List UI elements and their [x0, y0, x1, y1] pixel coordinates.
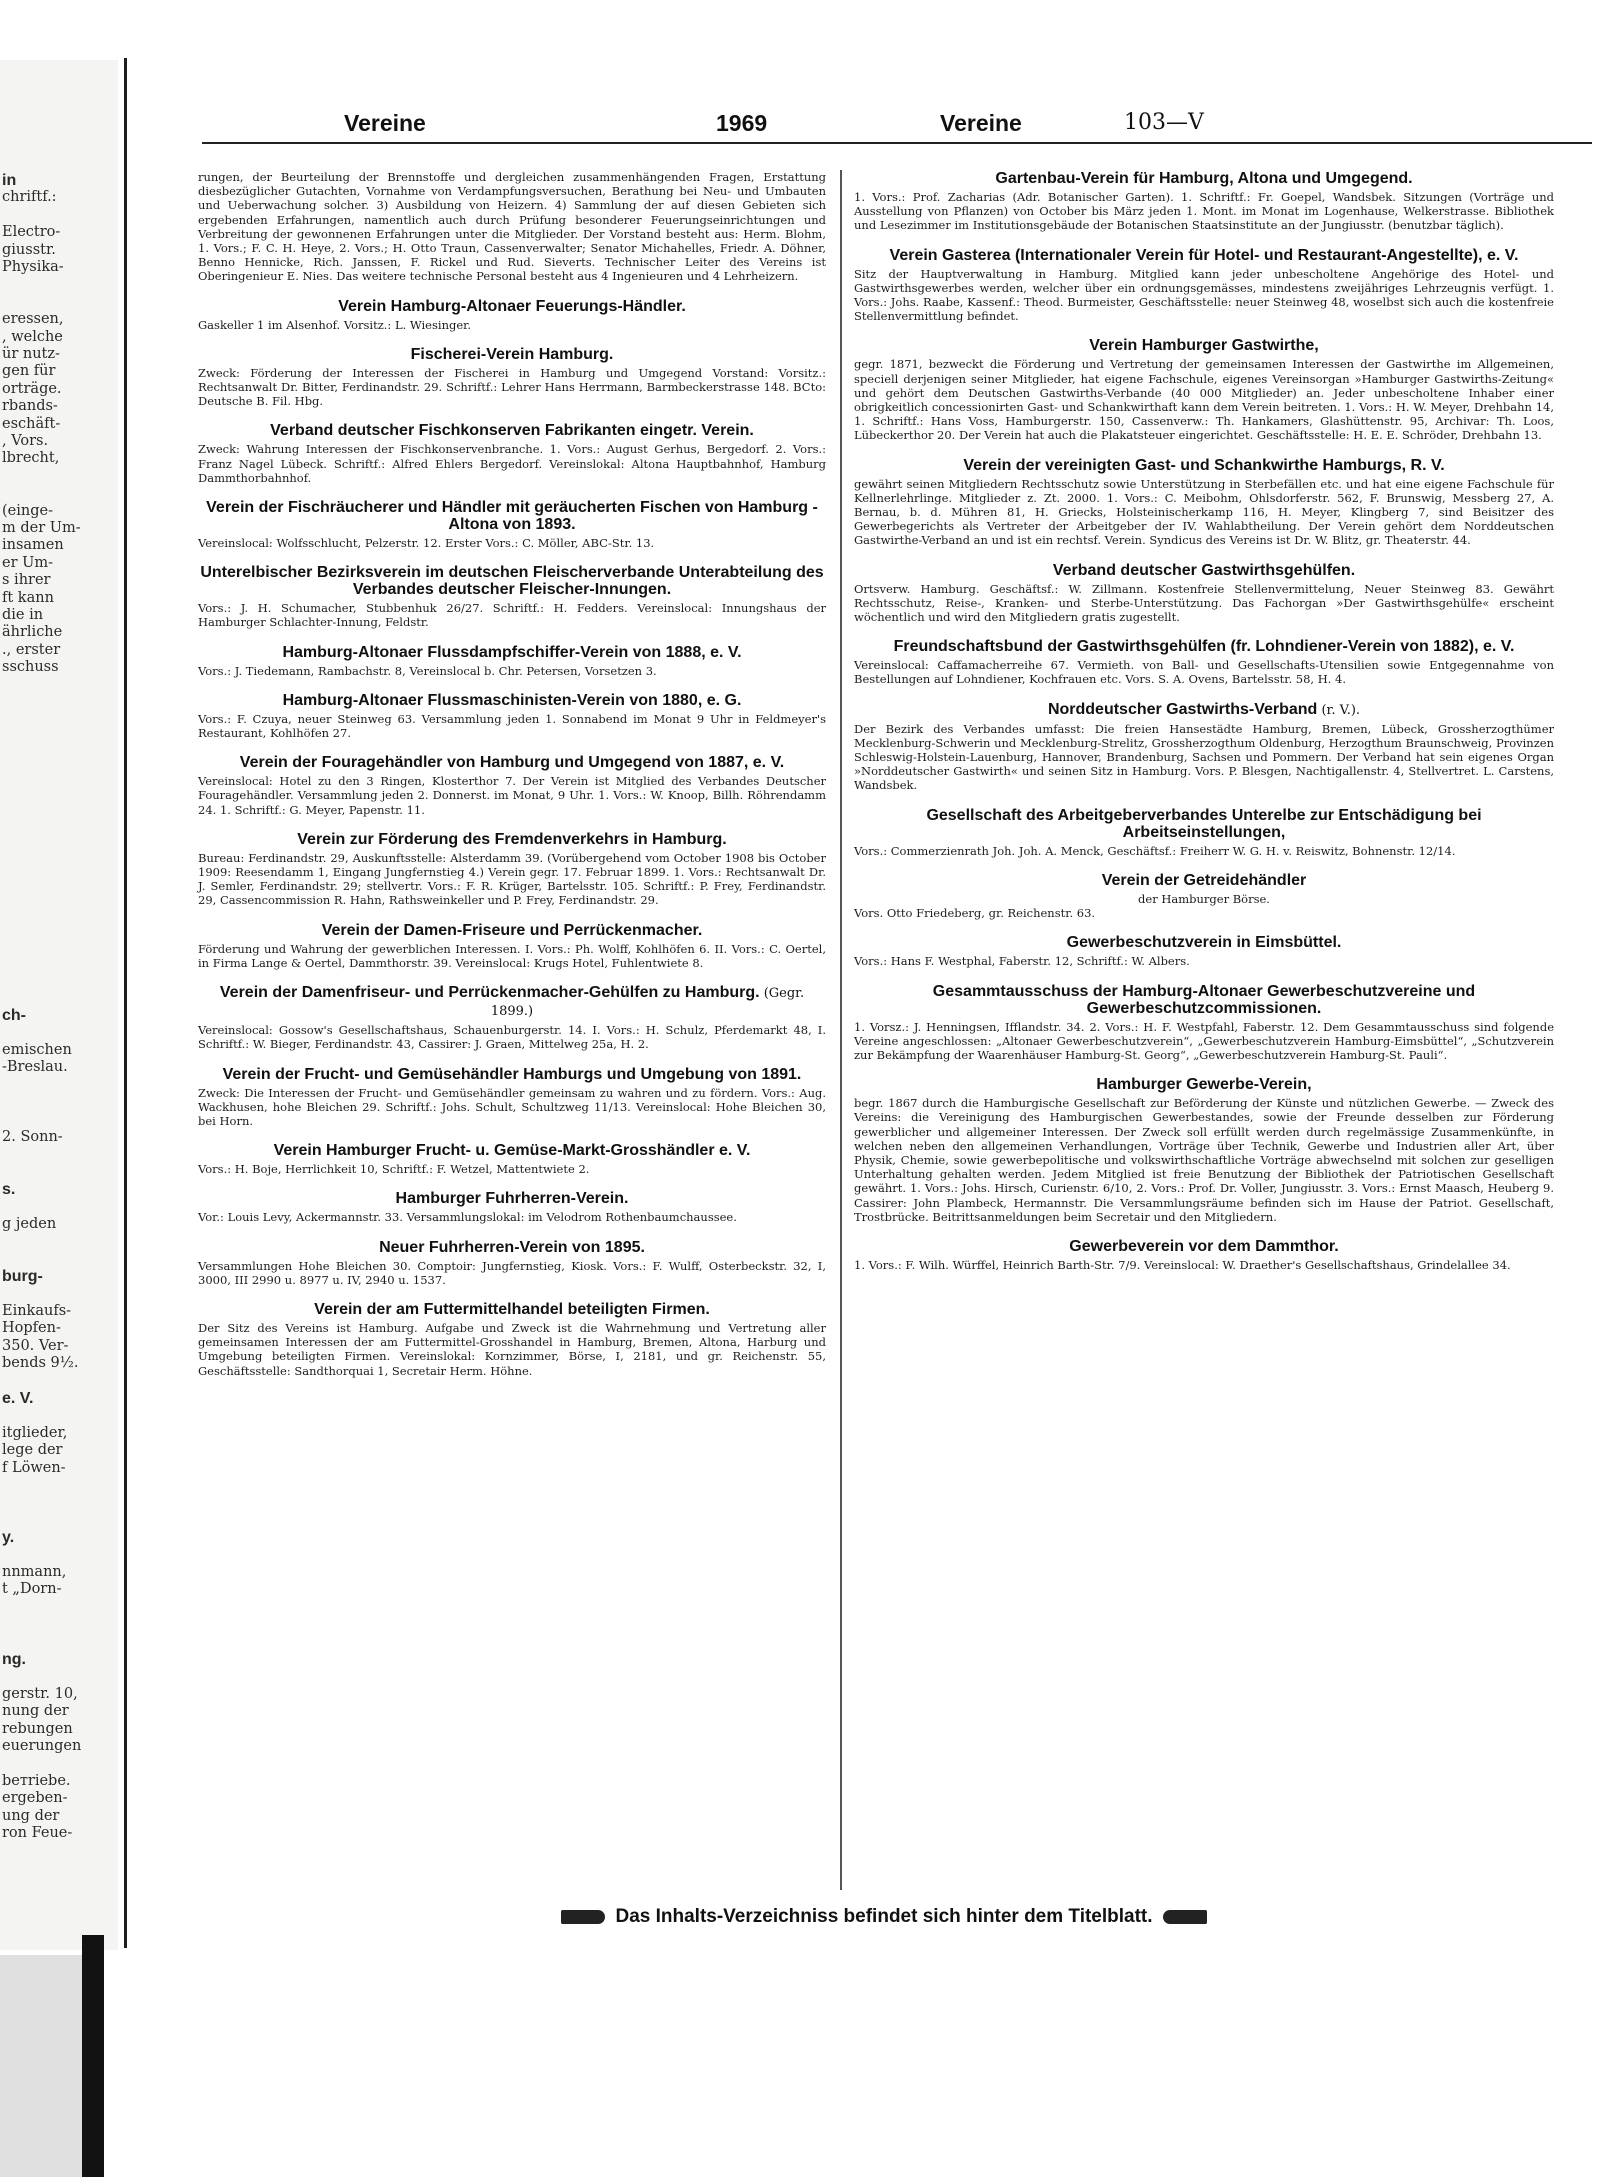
entry-body: Zweck: Wahrung Interessen der Fischkonservenbranche. 1. Vors.: August Gerhus, Bergedorf. 2. Vors.: Franz Nagel Lübeck. Schriftf.: Alfred Ehlers Bergedorf. Vereinslokal: Altona Hauptbahnhof, Hamburg Dammthorbahnhof.: [198, 442, 826, 485]
entry-heading-text: Verband deutscher Fischkonserven Fabrikanten eingetr. Verein.: [270, 422, 754, 440]
pointing-hand-icon: [561, 1910, 605, 1924]
entry-body: rungen, der Beurteilung der Brennstoffe und dergleichen zusammenhängenden Fragen, Erstattung diesbezüglicher Gutachten, Vornahme von Verdampfungsversuchen, Berathung bei Neu- und Umbauten und Ueberwachung solcher. 3) Ausbildung von Heizern. 4) Sammlung der auf diesen Gebieten sich ergebenden Erfahrungen, namentlich auch durch Prüfung besonderer Feuerungseinrichtungen und Verbreitung der gewonnenen Erfahrungen unter die Mitglieder. Der Vorstand besteht aus: Herm. Blohm, 1. Vors.; F. C. H. Heye, 2. Vors.; H. Otto Traun, Cassenverwalter; Senator Michahelles, Friedr. A. Döhner, Benno Hennicke, Rich. Janssen, F. Rickel und Rud. Sieverts. Technischer Leiter des Vereins ist Oberingenieur E. Nies. Das weitere technische Personal besteht aus 4 Ingenieuren und 4 Lehrheizern.: [198, 170, 826, 284]
directory-entry: [198, 346, 826, 409]
adjacent-page-fragment: [0, 60, 118, 1950]
directory-entry: [854, 1238, 1554, 1272]
entry-heading-tail: (r. V.).: [1317, 702, 1361, 718]
directory-entry: [854, 337, 1554, 442]
entry-heading-text: Verein Hamburger Frucht- u. Gemüse-Markt-Grosshändler e. V.: [273, 1142, 751, 1160]
fragment-line: chriftf.:: [2, 189, 57, 206]
fragment-line: die in: [2, 607, 44, 623]
entry-heading: [854, 934, 1554, 951]
entry-heading: [854, 562, 1554, 579]
fragment-line: orträge.: [2, 380, 62, 397]
entry-heading: [198, 1142, 826, 1159]
entry-body: begr. 1867 durch die Hamburgische Gesellschaft zur Beförderung der Künste und nützlichen Gewerbe. — Zweck des Vereins: die Vereinigung des Hamburgischen Gewerbestandes, sowie der Freunde desselben zur Förderung gewerblicher und allgemeiner Interessen. Der Zweck soll erfüllt werden durch regelmässige Zusammenkünfte, in welchen neben den allgemeinen Verhandlungen, Vorträge über Technik, Gewerbe und Industrien aller Art, über Physik, Chemie, sowie gewerbepolitische und volkswirthschaftliche Vorträge abwechselnd mit solchen zur geselligen Unterhaltung gehalten werden. Jedem Mitglied ist freie Benutzung der Bibliothek der Patriotischen Gesellschaft gewährt. 1. Vors.: Johs. Hirsch, Curienstr. 6/10, 2. Vors.: Prof. Dr. Voller, Jungiusstr. 3. Vors.: Ernst Maasch, Heuberg 9. Cassirer: John Plambeck, Hermannstr. Die Versammlungsräume befinden sich im Hause der Patriot. Gesellschaft, Trostbrücke. Beitrittsanmeldungen beim Secretair und den Mitgliedern.: [854, 1096, 1554, 1224]
fragment-line: rebungen: [2, 1720, 73, 1737]
entry-body: Der Bezirk des Verbandes umfasst: Die freien Hansestädte Hamburg, Bremen, Lübeck, Grossherzogthümer Mecklenburg-Schwerin und Mecklenburg-Strelitz, Grossherzogthum Oldenburg, Herzogthum Braunschweig, Provinzen Schleswig-Holstein-Lauenburg, Hannover, Brandenburg, Sachsen und Pommern. Der Verband hat sein eigenes Organ »Norddeutscher Gastwirth« und seinen Sitz in Hamburg. Vors. P. Blesgen, Nachtigallenstr. 4, Stellvertret. L. Carstens, Wandsbek.: [854, 721, 1554, 793]
entry-heading-text: Verein Hamburg-Altonaer Feuerungs-Händler.: [338, 297, 686, 315]
entry-body: Zweck: Förderung der Interessen der Fischerei in Hamburg und Umgegend Vorstand: Vorsitz.: Rechtsanwalt Dr. Bitter, Ferdinandstr. 29. Schriftf.: Lehrer Hans Herrmann, Barmbeckerstrasse 148. BCto: Deutsche B. Fil. Hbg.: [198, 365, 826, 409]
fragment-line: f Löwen-: [2, 1459, 66, 1476]
entry-heading: [854, 1238, 1554, 1255]
entry-body: Zweck: Die Interessen der Frucht- und Gemüsehändler gemeinsam zu wahren und zu fördern. Vors.: Aug. Wackhusen, hohe Bleichen 29. Schriftf.: Johs. Schult, Schultzweg 11/13. Vereinslocal: Hohe Bleichen 30, bei Horn.: [198, 1085, 826, 1128]
fragment-line: ür nutz-: [2, 346, 60, 362]
fragment-line: y.: [2, 1529, 15, 1547]
directory-entry: [198, 170, 826, 284]
right-column: [854, 170, 1554, 1281]
fragment-line: 350. Ver-: [2, 1337, 69, 1354]
entry-heading-tail: (Gegr. 1899.): [490, 986, 805, 1020]
entry-body: Vors.: Commerzienrath Joh. Joh. A. Menck, Geschäftsf.: Freiherr W. G. H. v. Reiswitz, Bohnenstr. 12/14.: [854, 843, 1456, 858]
fragment-line: Hopfen-: [2, 1320, 61, 1337]
entry-heading: [854, 701, 1554, 719]
entry-heading-text: Gartenbau-Verein für Hamburg, Altona und Umgegend.: [995, 170, 1413, 187]
fragment-line: er Um-: [2, 554, 53, 571]
entry-heading: [198, 984, 826, 1020]
fragment-line: ung der: [2, 1807, 60, 1824]
entry-heading-text: Verein der Getreidehändler: [1101, 871, 1307, 889]
fragment-line: in: [2, 172, 17, 189]
fragment-line: burg-: [2, 1268, 43, 1286]
entry-heading: [198, 922, 826, 939]
fragment-line: itglieder,: [2, 1424, 68, 1441]
directory-entry: [854, 457, 1554, 548]
binding-mark: [82, 1935, 104, 2177]
entry-heading: [198, 564, 826, 598]
entry-body: gegr. 1871, bezweckt die Förderung und Vertretung der gemeinsamen Interessen der Gastwirthe im Allgemeinen, speciell derjenigen seiner Mitglieder, hat eigene Fachschule, eigenes Vereinsorgan »Hamburger Gastwirths-Zeitung« und gehört dem Deutschen Gastwirths-Verbande (40 000 Mitglieder) an. Jeder unbescholtene Inhaber einer obrigkeitlich concessionirten Gast- und Schankwirthaft kann dem Verein beitreten. 1. Vors.: H. W. Meyer, Drehbahn 14, 1. Schriftf.: Hans Voss, Hamburgerstr. 150, Cassenverw.: Th. Hankamers, Glashüttenstr. 95, Archivar: Th. Loos, Lübeckerthor 20. Der Verein hat auch die Plakatsteuer eingerichtet. Geschäftsstelle: H. E. E. Schröder, Drehbahn 13.: [854, 357, 1554, 443]
fragment-line: emischen: [2, 1042, 72, 1058]
entry-heading: [198, 499, 826, 533]
fragment-line: lege der: [2, 1442, 63, 1459]
fragment-line: Electro-: [2, 224, 61, 241]
entry-heading: [854, 638, 1554, 655]
entry-body: 1. Vors.: F. Wilh. Würffel, Heinrich Barth-Str. 7/9. Vereinslocal: W. Draether's Gesellschaftshaus, Grindelallee 34.: [854, 1257, 1511, 1272]
entry-heading: [854, 983, 1554, 1017]
directory-entry: [198, 1301, 826, 1378]
fragment-line: insamen: [2, 537, 64, 554]
entry-heading: [854, 337, 1554, 354]
entry-heading-text: Verein der Damen-Friseure und Perrückenmacher.: [321, 921, 703, 939]
section-marker: 103—V: [1124, 110, 1204, 135]
entry-heading-text: Gewerbeschutzverein in Eimsbüttel.: [1066, 934, 1342, 952]
fragment-line: ährliche: [2, 624, 63, 641]
entry-heading: [198, 754, 826, 771]
entry-subheading: der Hamburger Börse.: [1138, 891, 1270, 906]
fragment-line: e. V.: [2, 1390, 34, 1407]
entry-heading-text: Freundschaftsbund der Gastwirthsgehülfen (fr. Lohndiener-Verein von 1882), e. V.: [893, 638, 1515, 656]
entry-body: Vors.: Hans F. Westphal, Faberstr. 12, Schriftf.: W. Albers.: [854, 954, 1190, 969]
entry-heading-text: Fischerei-Verein Hamburg.: [410, 345, 614, 363]
directory-entry: [198, 422, 826, 485]
entry-body: Vors.: J. H. Schumacher, Stubbenhuk 26/27. Schriftf.: H. Fedders. Vereinslocal: Innungshaus der Hamburger Schlachter-Innung, Feldstr.: [198, 601, 826, 630]
fragment-line: 2. Sonn-: [2, 1129, 63, 1145]
entry-heading-text: Verein Gasterea (Internationaler Verein für Hotel- und Restaurant-Angestellte), e. V.: [889, 246, 1519, 264]
directory-entry: [198, 564, 826, 629]
directory-entry: [854, 562, 1554, 625]
fragment-line: Physika-: [2, 259, 64, 275]
entry-heading-text: Hamburg-Altonaer Flussmaschinisten-Verein von 1880, e. G.: [282, 691, 742, 709]
entry-body: Bureau: Ferdinandstr. 29, Auskunftsstelle: Alsterdamm 39. (Vorübergehend vom October 1908 bis October 1909: Reesendamm 1, Eingang Jungfernstieg 4.) Verein gegr. 17. Februar 1899. 1. Vors.: Rechtsanwalt Dr. J. Semler, Ferdinandstr. 29; stellvertr. Vors.: F. R. Krüger, Bartelsstr. 105. Schriftf.: P. Frey, Ferdinandstr. 29, Cassencommission R. Hahn, Rathsweinkeller und P. Frey, Ferdinandstr. 29.: [198, 850, 826, 908]
page-number: 1969: [716, 110, 768, 136]
entry-body: Der Sitz des Vereins ist Hamburg. Aufgabe und Zweck ist die Wahrnehmung und Vertretung aller gemeinsamen Interessen der am Futtermittel-Grosshandel in Hamburg, Bremen, Altona, Harburg und Umgebung beteiligten Firmen. Vereinslokal: Kornzimmer, Börse, I, 2181, und gr. Reichenstr. 55, Geschäftsstelle: Sandthorquai 1, Secretair Herm. Höhne.: [198, 1320, 826, 1378]
fragment-line: eressen,: [2, 311, 64, 328]
entry-body: Ortsverw. Hamburg. Geschäftsf.: W. Zillmann. Kostenfreie Stellenvermittelung, Neuer Steinweg 83. Gewährt Rechtsschutz, Reise-, Kranken- und Sterbe-Unterstützung. Das Fachorgan »Der Gastwirthsgehülfe« erscheint wöchentlich und wird den Mitgliedern gratis zugestellt.: [854, 581, 1554, 625]
directory-entry: [854, 638, 1554, 686]
entry-heading: [198, 422, 826, 439]
entry-heading-text: Verein der Fischräucherer und Händler mit geräucherten Fischen von Hamburg - Altona von 1893.: [206, 499, 818, 534]
entry-heading: [198, 692, 826, 709]
directory-entry: [854, 934, 1554, 968]
directory-entry: [854, 701, 1554, 793]
page-edge-rule: [124, 58, 127, 1948]
pointing-hand-icon: [1163, 1910, 1207, 1924]
fragment-line: ch-: [2, 1007, 26, 1025]
fragment-line: nnmann,: [2, 1564, 67, 1580]
fragment-line: (einge-: [2, 502, 53, 519]
entry-body: Gaskeller 1 im Alsenhof. Vorsitz.: L. Wiesinger.: [198, 317, 472, 332]
directory-entry: [198, 922, 826, 970]
entry-heading: [198, 1239, 826, 1256]
entry-heading: [854, 807, 1554, 841]
fragment-line: t „Dorn-: [2, 1581, 62, 1598]
header-rule: [202, 142, 1592, 144]
entry-body: Vor.: Louis Levy, Ackermannstr. 33. Versammlungslokal: im Velodrom Rothenbaumchaussee.: [198, 1210, 737, 1225]
fragment-line: sschuss: [2, 659, 59, 676]
entry-body: Vors.: F. Czuya, neuer Steinweg 63. Versammlung jeden 1. Sonnabend im Monat 9 Uhr in Feldmeyer's Restaurant, Kohlhöfen 27.: [198, 711, 826, 741]
entry-heading: [198, 1190, 826, 1207]
running-head-right: Vereine: [940, 110, 1022, 136]
directory-entry: [198, 692, 826, 740]
directory-entry: [198, 831, 826, 908]
binding-shadow: [0, 1955, 82, 2177]
entry-body: Förderung und Wahrung der gewerblichen Interessen. I. Vors.: Ph. Wolff, Kohlhöfen 6. II. Vors.: C. Oertel, in Firma Lange & Oertel, Dammthorstr. 39. Vereinslocal: Krugs Hotel, Fuhlentwiete 8.: [198, 941, 826, 970]
entry-heading-text: Verband deutscher Gastwirthsgehülfen.: [1052, 561, 1356, 579]
entry-body: 1. Vors.: Prof. Zacharias (Adr. Botanischer Garten). 1. Schriftf.: Fr. Goepel, Wandsbek. Sitzungen (Vorträge und Ausstellung von Pflanzen) von October bis März jeden 1. Mont. im Monat im Logenhause, Welkerstrasse. Bibliothek und Lesezimmer im Institutionsgebäude der Botanischen Staatsinstitute an der Jungiusstr. (benutzbar täglich).: [854, 190, 1554, 233]
fragment-line: s ihrer: [2, 572, 51, 589]
entry-heading-text: Verein der Damenfriseur- und Perrückenmacher-Gehülfen zu Hamburg.: [219, 984, 760, 1002]
fragment-line: ng.: [2, 1651, 26, 1668]
directory-entry: [198, 754, 826, 817]
entry-heading: [198, 346, 826, 363]
entry-heading: [854, 872, 1554, 889]
footer-note: [384, 1906, 1384, 1928]
entry-heading-text: Verein zur Förderung des Fremdenverkehrs in Hamburg.: [297, 830, 727, 848]
entry-body: Vors.: J. Tiedemann, Rambachstr. 8, Vereinslocal b. Chr. Petersen, Vorsetzen 3.: [198, 663, 657, 678]
directory-entry: [854, 170, 1554, 233]
fragment-line: m der Um-: [2, 520, 81, 536]
entry-heading: [854, 170, 1554, 187]
entry-heading-text: Verein der am Futtermittelhandel beteiligten Firmen.: [314, 1300, 710, 1318]
entry-body: Vereinslocal: Wolfsschlucht, Pelzerstr. 12. Erster Vors.: C. Möller, ABC-Str. 13.: [198, 536, 655, 551]
directory-entry: [198, 1066, 826, 1129]
entry-heading: [198, 298, 826, 315]
entry-body: 1. Vorsz.: J. Henningsen, Ifflandstr. 34. 2. Vors.: H. F. Westpfahl, Faberstr. 12. Dem Gesammtausschuss sind folgende Vereine angeschlossen: „Altonaer Gewerbeschutzverein“, „Gewerbeschutzverein Hamburg-Eimsbüttel“, „Schutzverein zur Bekämpfung der Waarenhäuser Hamburg-St. Georg“, „Gewerbeschutzverein Hamburg-St. Pauli“.: [854, 1019, 1554, 1062]
entry-body: Vors.: H. Boje, Herrlichkeit 10, Schriftf.: F. Wetzel, Mattentwiete 2.: [198, 1162, 590, 1177]
left-column: [198, 170, 826, 1387]
fragment-line: , welche: [2, 328, 63, 345]
fragment-line: , Vors.: [2, 433, 49, 449]
fragment-line: ., erster: [2, 641, 61, 658]
entry-heading: [854, 247, 1554, 264]
entry-heading-text: Verein der Fouragehändler von Hamburg und Umgegend von 1887, e. V.: [239, 754, 785, 772]
entry-body: Vors. Otto Friedeberg, gr. Reichenstr. 63.: [854, 906, 1096, 921]
entry-heading: [198, 831, 826, 848]
directory-entry: [198, 1142, 826, 1176]
entry-heading: [854, 1076, 1554, 1093]
directory-entry: [198, 298, 826, 332]
entry-heading-text: Neuer Fuhrherren-Verein von 1895.: [379, 1238, 645, 1256]
entry-body: Vereinslocal: Gossow's Gesellschaftshaus, Schauenburgerstr. 14. I. Vors.: H. Schulz, Pferdemarkt 48, I. Schriftf.: W. Bieger, Ferdinandstr. 43, Cassirer: J. Graen, Mittelweg 25a, H. 2.: [198, 1023, 826, 1052]
fragment-line: gerstr. 10,: [2, 1685, 78, 1702]
directory-entry: [198, 1190, 826, 1224]
fragment-line: giusstr.: [2, 241, 56, 258]
directory-entry: [198, 1239, 826, 1287]
footer-note-text: Das Inhalts-Verzeichniss befindet sich hinter dem Titelblatt.: [615, 1906, 1153, 1927]
fragment-line: bетriebe.: [2, 1772, 71, 1789]
directory-entry: [854, 872, 1554, 920]
directory-entry: [854, 247, 1554, 324]
fragment-line: Einkaufs-: [2, 1303, 72, 1319]
entry-heading-text: Gesellschaft des Arbeitgeberverbandes Unterelbe zur Entschädigung bei Arbeitseinstellungen,: [926, 806, 1482, 841]
entry-heading-text: Verein der Frucht- und Gemüsehändler Hamburgs und Umgebung von 1891.: [222, 1065, 802, 1083]
entry-heading: [198, 644, 826, 661]
directory-page: [134, 58, 1600, 1938]
fragment-line: euerungen: [2, 1738, 82, 1754]
entry-heading-text: Unterelbischer Bezirksverein im deutschen Fleischerverbande Unterabteilung des Verbandes deutscher Fleischer-Innungen.: [200, 564, 824, 599]
entry-body: Vereinslocal: Caffamacherreihe 67. Vermieth. von Ball- und Gesellschafts-Utensilien sowie Entgegennahme von Bestellungen auf Lohndiener, Kochfrauen etc. Vors. S. A. Ovens, Bartelsstr. 58, H. 4.: [854, 658, 1554, 687]
fragment-line: g jeden: [2, 1216, 57, 1232]
entry-heading: [198, 1301, 826, 1318]
entry-heading-text: Hamburger Gewerbe-Verein,: [1096, 1076, 1312, 1094]
entry-heading-text: Gewerbeverein vor dem Dammthor.: [1069, 1237, 1339, 1255]
column-divider: [840, 170, 842, 1890]
fragment-line: ft kann: [2, 589, 54, 606]
entry-body: Vereinslocal: Hotel zu den 3 Ringen, Klosterthor 7. Der Verein ist Mitglied des Verbandes Deutscher Fouragehändler. Versammlung jeden 2. Donnerst. im Monat, 9 Uhr. 1. Vors.: W. Knoop, Billh. Röhrendamm 24. 1. Schriftf.: G. Meyer, Papenstr. 11.: [198, 774, 826, 817]
fragment-line: lbrecht,: [2, 450, 60, 467]
directory-entry: [198, 644, 826, 678]
entry-heading-text: Norddeutscher Gastwirths-Verband: [1047, 700, 1318, 718]
fragment-line: bends 9½.: [2, 1355, 79, 1372]
fragment-line: s.: [2, 1181, 16, 1199]
entry-body: Versammlungen Hohe Bleichen 30. Comptoir: Jungfernstieg, Kiosk. Vors.: F. Wulff, Osterbeckstr. 32, I, 3000, III 2990 u. 8977 u. IV, 2940 u. 1537.: [198, 1258, 826, 1287]
fragment-line: gen für: [2, 363, 56, 380]
fragment-line: eschäft-: [2, 415, 61, 432]
entry-heading: [854, 457, 1554, 474]
fragment-line: ergeben-: [2, 1790, 68, 1807]
fragment-line: -Breslau.: [2, 1059, 68, 1076]
entry-heading-text: Hamburg-Altonaer Flussdampfschiffer-Verein von 1888, e. V.: [282, 643, 742, 661]
entry-heading-text: Verein der vereinigten Gast- und Schankwirthe Hamburgs, R. V.: [963, 456, 1445, 474]
entry-heading-text: Gesammtausschuss der Hamburg-Altonaer Gewerbeschutzvereine und Gewerbeschutzcommissionen.: [932, 982, 1476, 1017]
directory-entry: [854, 807, 1554, 858]
directory-entry: [198, 984, 826, 1051]
directory-entry: [198, 499, 826, 550]
entry-body: Sitz der Hauptverwaltung in Hamburg. Mitglied kann jeder unbescholtene Angehörige des Hotel- und Gastwirthsgewerbes werden, welcher über ein ordnungsgemässes, mindestens zweijähriges Lehrzeugnis verfügt. 1. Vors.: Johs. Raabe, Kassenf.: Theod. Burmeister, Geschäftsstelle: neuer Steinweg 48, woselbst sich auch die kostenfreie Stellenvermittlung befindet.: [854, 266, 1554, 324]
entry-body: gewährt seinen Mitgliedern Rechtsschutz sowie Unterstützung in Sterbefällen etc. und hat eine eigene Fachschule für Kellnerlehrlinge. Mitglieder z. Zt. 2000. 1. Vors.: C. Meibohm, Ohlsdorferstr. 562, F. Brunswig, Messberg 27, A. Bernau, b. d. Mühren 81, H. Griecks, Holsteinischerkamp 116, H. Meyer, Klingberg 7, sind Beisitzer des Gewerbegerichts als Vertreter der Arbeitgeber der IV. Wahlabtheilung. Der Verein gehört dem Norddeutschen Gastwirthe-Verband an und ist ein rechtsf. Verein. Syndicus des Vereins ist Dr. W. Blitz, gr. Theaterstr. 44.: [854, 476, 1554, 548]
fragment-line: nung der: [2, 1703, 69, 1720]
directory-entry: [854, 1076, 1554, 1224]
directory-entry: [854, 983, 1554, 1063]
entry-heading: [198, 1066, 826, 1083]
entry-heading-text: Verein Hamburger Gastwirthe,: [1089, 337, 1319, 355]
fragment-line: rbands-: [2, 398, 58, 415]
entry-heading-text: Hamburger Fuhrherren-Verein.: [395, 1190, 629, 1208]
running-head-left: Vereine: [344, 110, 426, 136]
fragment-line: ron Feue-: [2, 1825, 73, 1841]
